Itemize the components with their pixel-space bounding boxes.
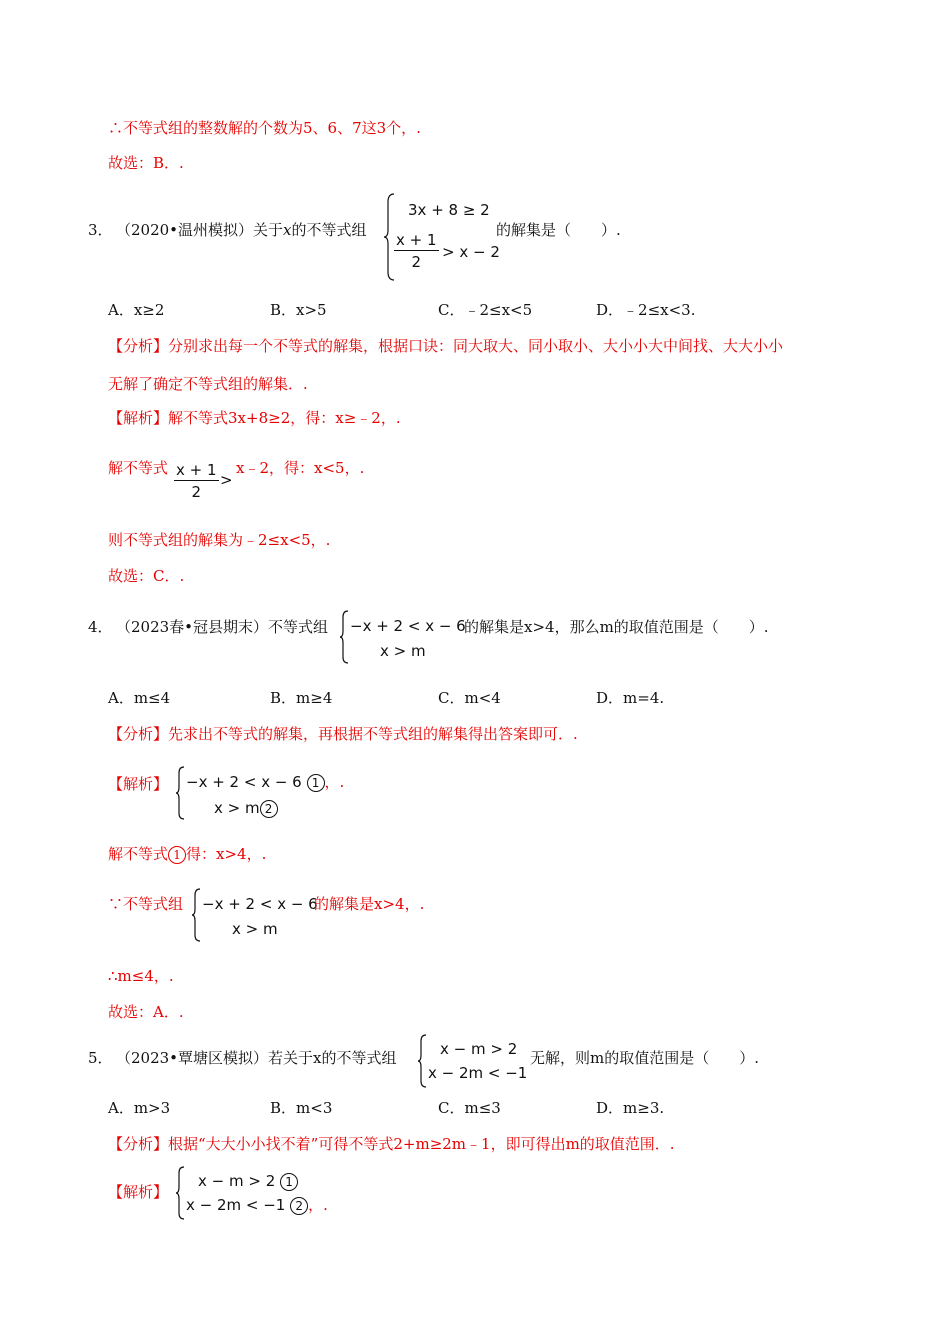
- question-5-system: [418, 1034, 538, 1088]
- option-c: C．m≤3: [438, 1099, 501, 1117]
- option-b: B．m<3: [270, 1099, 333, 1117]
- solution-3-fraction: $\frac{x + 1}{2}$: [176, 461, 217, 501]
- solution-3-line2-pre: 解不等式: [108, 459, 169, 477]
- solution-4-eq2: x > m 2: [214, 798, 278, 818]
- solution-5-tag: 【解析】: [108, 1183, 169, 1201]
- circle-1-icon: 1: [168, 846, 186, 864]
- because-4-pre: ∵不等式组: [108, 895, 184, 913]
- question-4-system: [340, 610, 470, 664]
- choice-4: 故选：A．.: [108, 1003, 184, 1021]
- circle-1-icon: 1: [280, 1173, 298, 1191]
- option-d: D．m=4.: [596, 689, 665, 707]
- question-5-number: 5．: [88, 1049, 113, 1067]
- question-3-fraction: $\frac{x + 1}{2}$: [396, 231, 437, 271]
- question-3-prefix: （2020•温州模拟）关于x的不等式组: [116, 221, 367, 239]
- option-c: C．﹣2≤x<5: [438, 301, 533, 319]
- question-5-prefix: （2023•覃塘区模拟）若关于x的不等式组: [116, 1049, 397, 1067]
- analysis-5: 【分析】根据“大大小小找不着”可得不等式2+m≥2m﹣1，即可得出m的取值范围．.: [108, 1135, 675, 1153]
- solution-4-tag: 【解析】: [108, 775, 169, 793]
- because-4-eq2: x > m: [232, 920, 278, 938]
- question-3-number: 3．: [88, 221, 113, 239]
- option-a: A．m>3: [108, 1099, 171, 1117]
- option-a: A．m≤4: [108, 689, 171, 707]
- question-5-eq2: x − 2m < −1: [428, 1064, 528, 1082]
- because-4-eq1: −x + 2 < x − 6: [202, 895, 318, 913]
- question-3-system: [384, 192, 504, 282]
- analysis-4: 【分析】先求出不等式的解集，再根据不等式组的解集得出答案即可．.: [108, 725, 578, 743]
- solution-3-gt: >: [220, 471, 233, 489]
- option-d: D．m≥3.: [596, 1099, 665, 1117]
- circle-2-icon: 2: [260, 800, 278, 818]
- brace-icon: [176, 766, 186, 820]
- question-5-suffix: 无解，则m的取值范围是（ ）.: [530, 1049, 759, 1067]
- choice-3: 故选：C．.: [108, 567, 185, 585]
- solution-3-line2-post: x﹣2，得：x<5，.: [236, 459, 365, 477]
- solution-5-system: [176, 1166, 346, 1222]
- therefore-4: ∴m≤4，.: [108, 967, 174, 985]
- question-4-suffix: 的解集是x>4，那么m的取值范围是（ ）.: [464, 618, 769, 636]
- question-3-eq1: 3x + 8 ≥ 2: [408, 201, 490, 219]
- option-d: D．﹣2≤x<3.: [596, 301, 696, 319]
- analysis-3: 【分析】分别求出每一个不等式的解集，根据口诀：同大取大、同小取小、大小小大中间找、大大小小: [108, 337, 784, 355]
- question-3-eq2-rest: > x − 2: [442, 243, 500, 261]
- circle-2-icon: 2: [290, 1197, 308, 1215]
- brace-icon: [176, 1166, 186, 1220]
- solution-4-system: [176, 766, 346, 820]
- solution-4-line2: 解不等式 1 得：x>4，.: [108, 845, 267, 863]
- circle-1-icon: 1: [307, 774, 325, 792]
- option-b: B．x>5: [270, 301, 327, 319]
- solution-5-eq1: x − m > 2 1: [198, 1171, 298, 1191]
- option-c: C．m<4: [438, 689, 501, 707]
- question-3-suffix: 的解集是（ ）.: [496, 221, 621, 239]
- option-b: B．m≥4: [270, 689, 333, 707]
- question-5-eq1: x − m > 2: [440, 1040, 518, 1058]
- because-4-system: [192, 888, 322, 942]
- option-a: A．x≥2: [108, 301, 165, 319]
- question-4-eq2: x > m: [380, 642, 426, 660]
- brace-icon: [192, 888, 202, 942]
- solution-4-eq1: −x + 2 < x − 6 1 ，.: [186, 773, 345, 791]
- solution-3: 【解析】解不等式3x+8≥2，得：x≥﹣2，.: [108, 409, 401, 427]
- analysis-3-cont: 无解了确定不等式组的解集．.: [108, 375, 308, 393]
- because-4-post: 的解集是x>4，.: [314, 895, 425, 913]
- question-4-number: 4．: [88, 618, 113, 636]
- brace-icon: [340, 610, 350, 664]
- brace-icon: [418, 1034, 428, 1088]
- choice-text: 故选：B．.: [108, 154, 184, 172]
- question-4-eq1: −x + 2 < x − 6: [350, 617, 466, 635]
- solution-5-eq2: x − 2m < −1 2 ，.: [186, 1196, 328, 1214]
- question-4-prefix: （2023春•冠县期末）不等式组: [116, 618, 329, 636]
- solution-3-line3: 则不等式组的解集为﹣2≤x<5，.: [108, 531, 331, 549]
- conclusion-text: ∴不等式组的整数解的个数为5、6、7这3个，.: [108, 119, 421, 137]
